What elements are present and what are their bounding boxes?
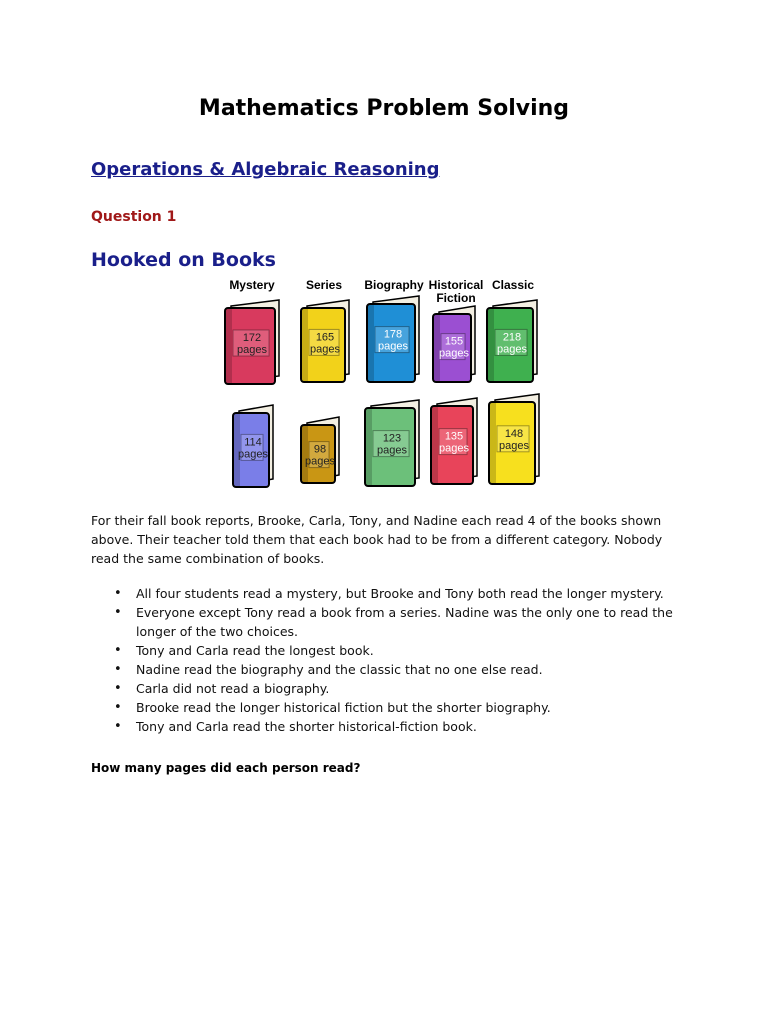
book-icon <box>233 405 273 487</box>
clue-item: • Carla did not read a biography. <box>114 679 674 698</box>
category-label-biography: Biography <box>364 278 424 292</box>
clue-item: • Everyone except Tony read a book from a series. Nadine was the only one to read the longer of the two choices. <box>114 603 674 641</box>
book-icon <box>301 417 339 483</box>
intro-paragraph: For their fall book reports, Brooke, Carla, Tony, and Nadine each read 4 of the books shown above. Their teacher told them that each book had to be from a different category. Nobody read the same combination of books. <box>91 513 663 566</box>
book-icon <box>431 398 477 484</box>
category-label-historical: Historical <box>428 278 484 292</box>
clue-item: • All four students read a mystery, but Brooke and Tony both read the longer mystery. <box>114 584 674 603</box>
book-page-unit: pages <box>497 343 527 356</box>
book-page-unit: pages <box>238 448 268 461</box>
clue-item: • Nadine read the biography and the classic that no one else read. <box>114 660 674 679</box>
books-illustration <box>215 276 545 496</box>
book-icon <box>433 306 475 382</box>
book-page-unit: pages <box>377 444 407 457</box>
question-label: Question 1 <box>91 209 177 225</box>
book-page-count: 172 <box>242 332 262 344</box>
book-page-count: 178 <box>383 328 403 341</box>
clue-list <box>114 584 674 736</box>
book-page-unit: pages <box>305 455 335 468</box>
book-page-count: 135 <box>444 430 464 443</box>
book-icon <box>489 394 539 484</box>
section-heading: Operations & Algebraic Reasoning <box>91 159 440 180</box>
category-label-mystery: Mystery <box>229 278 275 292</box>
book-page-count: 123 <box>382 432 402 445</box>
book-page-unit: pages <box>499 439 529 452</box>
category-label-series: Series <box>305 278 343 292</box>
book-icon <box>365 400 419 486</box>
book-page-count: 98 <box>313 443 327 456</box>
book-page-count: 114 <box>244 436 262 449</box>
problem-title: Hooked on Books <box>91 249 276 271</box>
book-page-count: 155 <box>444 335 464 348</box>
book-icon <box>301 300 349 382</box>
clue-item: • Brooke read the longer historical fiction but the shorter biography. <box>114 698 674 717</box>
category-label-fiction: Fiction <box>436 291 476 305</box>
book-page-unit: pages <box>237 344 267 356</box>
book-page-unit: pages <box>439 347 469 360</box>
page-title: Mathematics Problem Solving <box>198 96 570 121</box>
clue-item: • Tony and Carla read the longest book. <box>114 641 674 660</box>
book-page-unit: pages <box>378 340 408 353</box>
book-page-count: 165 <box>315 331 335 344</box>
clue-item: • Tony and Carla read the shorter historical-fiction book. <box>114 717 674 736</box>
category-label-classic: Classic <box>491 278 535 292</box>
book-page-count: 218 <box>502 331 522 344</box>
book-icon <box>487 300 537 382</box>
book-icon <box>225 300 279 384</box>
book-page-unit: pages <box>439 442 469 455</box>
book-icon <box>367 296 419 382</box>
book-page-count: 148 <box>504 427 524 440</box>
book-page-unit: pages <box>310 343 340 356</box>
final-question: How many pages did each person read? <box>91 761 361 775</box>
